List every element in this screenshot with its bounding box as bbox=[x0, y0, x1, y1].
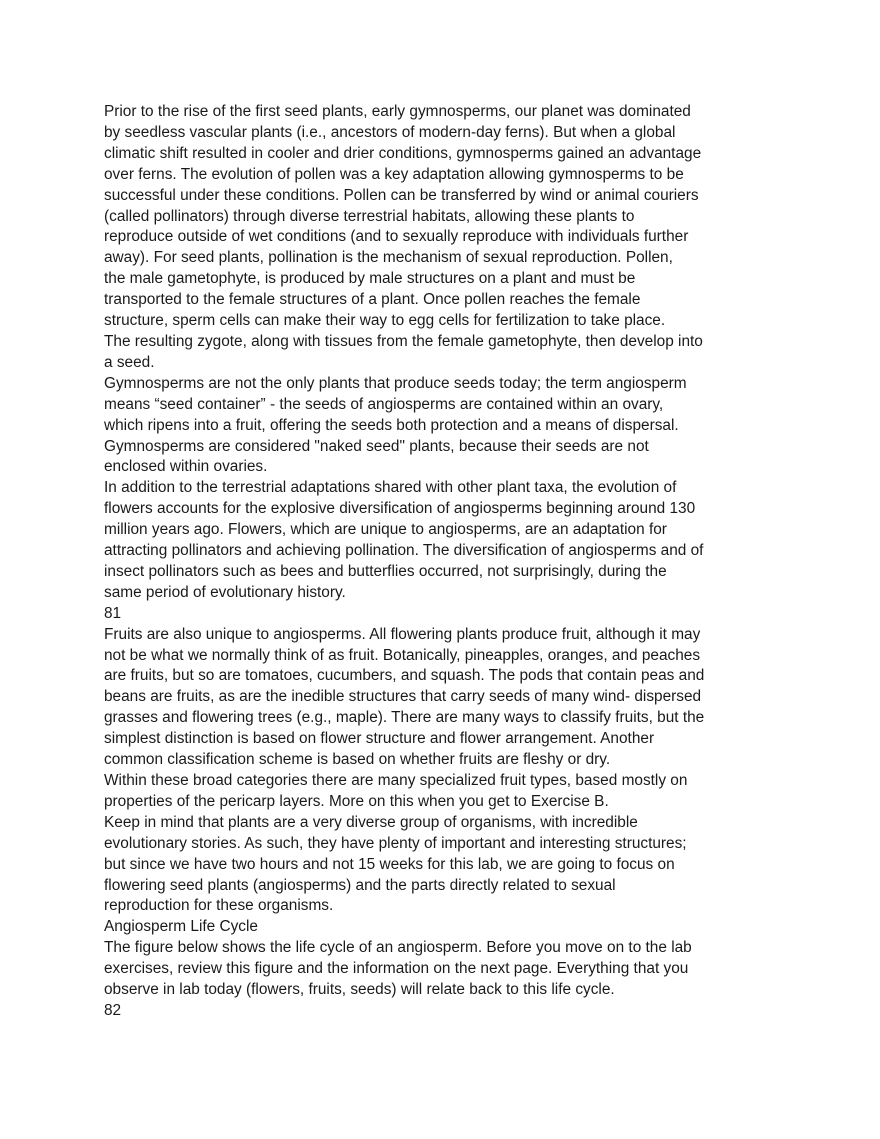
text-line: not be what we normally think of as fruit. Botanically, pineapples, oranges, and peaches bbox=[104, 646, 701, 664]
text-line: means “seed container” - the seeds of angiosperms are contained within an ovary, bbox=[104, 395, 664, 413]
text-line: but since we have two hours and not 15 weeks for this lab, we are going to focus on bbox=[104, 855, 675, 873]
text-line: same period of evolutionary history. bbox=[104, 583, 346, 601]
text-line: Prior to the rise of the first seed plants, early gymnosperms, our planet was dominated bbox=[104, 103, 691, 120]
text-line: over ferns. The evolution of pollen was a key adaptation allowing gymnosperms to be bbox=[104, 165, 684, 183]
text-line: reproduction for these organisms. bbox=[104, 897, 334, 915]
text-line: transported to the female structures of a plant. Once pollen reaches the female bbox=[104, 291, 641, 309]
text-line: The figure below shows the life cycle of an angiosperm. Before you move on to the lab bbox=[104, 939, 692, 957]
text-line: the male gametophyte, is produced by male structures on a plant and must be bbox=[104, 270, 636, 288]
text-line: Within these broad categories there are many specialized fruit types, based mostly on bbox=[104, 772, 688, 789]
text-line: observe in lab today (flowers, fruits, seeds) will relate back to this life cycle. bbox=[104, 981, 615, 999]
page-number: 82 bbox=[104, 1001, 122, 1019]
text-line: Gymnosperms are considered "naked seed" plants, because their seeds are not bbox=[104, 437, 649, 455]
text-line: In addition to the terrestrial adaptations shared with other plant taxa, the evolution of bbox=[104, 479, 677, 497]
text-line: insect pollinators such as bees and butterflies occurred, not surprisingly, during the bbox=[104, 562, 667, 580]
text-line: properties of the pericarp layers. More on this when you get to Exercise B. bbox=[104, 792, 609, 810]
text-line: Fruits are also unique to angiosperms. All flowering plants produce fruit, although it may bbox=[104, 625, 701, 643]
text-line: Keep in mind that plants are a very diverse group of organisms, with incredible bbox=[104, 813, 638, 831]
text-line: (called pollinators) through diverse terrestrial habitats, allowing these plants to bbox=[104, 207, 635, 225]
text-line: evolutionary stories. As such, they have plenty of important and interesting structures; bbox=[104, 834, 687, 852]
text-line: which ripens into a fruit, offering the seeds both protection and a means of dispersal. bbox=[104, 416, 679, 434]
text-line: enclosed within ovaries. bbox=[104, 458, 268, 476]
text-line: climatic shift resulted in cooler and drier conditions, gymnosperms gained an advantage bbox=[104, 144, 702, 162]
text-line: flowers accounts for the explosive diversification of angiosperms beginning around 130 bbox=[104, 500, 696, 518]
text-line: a seed. bbox=[104, 353, 155, 371]
text-line: grasses and flowering trees (e.g., maple). There are many ways to classify fruits, but the bbox=[104, 709, 705, 727]
text-line: The resulting zygote, along with tissues from the female gametophyte, then develop into bbox=[104, 332, 703, 350]
text-line: exercises, review this figure and the information on the next page. Everything that you bbox=[104, 960, 689, 978]
text-line: structure, sperm cells can make their way to egg cells for fertilization to take place. bbox=[104, 312, 666, 330]
text-line: are fruits, but so are tomatoes, cucumbers, and squash. The pods that contain peas and bbox=[104, 667, 705, 685]
document-body bbox=[104, 102, 744, 1022]
text-line: million years ago. Flowers, which are unique to angiosperms, are an adaptation for bbox=[104, 521, 667, 539]
text-line: flowering seed plants (angiosperms) and the parts directly related to sexual bbox=[104, 876, 616, 894]
text-line: by seedless vascular plants (i.e., ancestors of modern-day ferns). But when a global bbox=[104, 123, 676, 141]
text-line: successful under these conditions. Pollen can be transferred by wind or animal couriers bbox=[104, 186, 699, 204]
text-line: reproduce outside of wet conditions (and to sexually reproduce with individuals further bbox=[104, 228, 689, 246]
text-line: simplest distinction is based on flower structure and flower arrangement. Another bbox=[104, 730, 655, 748]
text-line: attracting pollinators and achieving pollination. The diversification of angiosperms and of bbox=[104, 542, 704, 560]
section-heading: Angiosperm Life Cycle bbox=[104, 918, 258, 936]
text-line: Gymnosperms are not the only plants that produce seeds today; the term angiosperm bbox=[104, 374, 687, 392]
text-line: beans are fruits, as are the inedible structures that carry seeds of many wind- dispersed bbox=[104, 688, 702, 706]
page-number: 81 bbox=[104, 604, 122, 622]
text-line: away). For seed plants, pollination is the mechanism of sexual reproduction. Pollen, bbox=[104, 249, 673, 267]
text-line: common classification scheme is based on whether fruits are fleshy or dry. bbox=[104, 751, 611, 769]
